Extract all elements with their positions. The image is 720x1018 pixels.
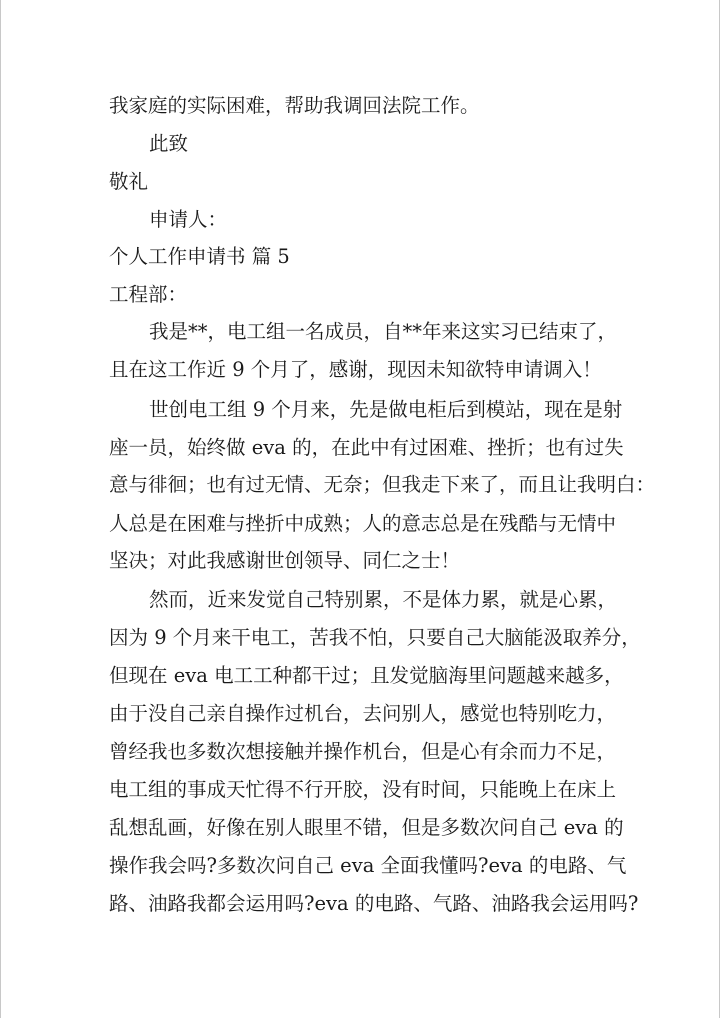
paragraph-line: 世创电工组 9 个月来，先是做电柜后到模站，现在是射 bbox=[149, 398, 623, 421]
closing-salutation: 此致 bbox=[149, 132, 189, 155]
section-heading: 个人工作申请书 篇 5 bbox=[109, 245, 290, 268]
paragraph-line: 然而，近来发觉自己特别累，不是体力累，就是心累， bbox=[149, 588, 618, 611]
paragraph-line: 座一员，始终做 eva 的，在此中有过困难、挫折；也有过失 bbox=[109, 436, 624, 459]
recipient-line: 工程部： bbox=[109, 283, 188, 306]
paragraph-line: 电工组的事成天忙得不行开胶，没有时间，只能晚上在床上 bbox=[109, 778, 617, 801]
paragraph-line: 路、油路我都会运用吗?eva 的电路、气路、油路我会运用吗? bbox=[109, 892, 639, 915]
paragraph-line: 由于没自己亲自操作过机台，去问别人，感觉也特别吃力， bbox=[109, 702, 617, 725]
paragraph-line: 且在这工作近 9 个月了，感谢，现因未知欲特申请调入！ bbox=[109, 358, 602, 381]
paragraph-line: 坚决；对此我感谢世创领导、同仁之士！ bbox=[109, 549, 461, 572]
closing-regards: 敬礼 bbox=[109, 170, 149, 193]
paragraph-line: 我是**，电工组一名成员，自**年来这实习已结束了， bbox=[149, 320, 618, 343]
text-line: 我家庭的实际困难，帮助我调回法院工作。 bbox=[109, 94, 480, 117]
paragraph-line: 操作我会吗?多数次问自己 eva 全面我懂吗?eva 的电路、气 bbox=[109, 854, 627, 877]
paragraph-line: 曾经我也多数次想接触并操作机台，但是心有余而力不足， bbox=[109, 740, 617, 763]
applicant-signature: 申请人： bbox=[149, 208, 228, 231]
paragraph-line: 意与徘徊；也有过无情、无奈；但我走下来了，而且让我明白： bbox=[109, 473, 656, 496]
paragraph-line: 但现在 eva 电工工种都干过；且发觉脑海里问题越来越多， bbox=[109, 664, 624, 687]
paragraph-line: 因为 9 个月来干电工，苦我不怕，只要自己大脑能汲取养分， bbox=[109, 626, 641, 649]
paragraph-line: 乱想乱画，好像在别人眼里不错，但是多数次问自己 eva 的 bbox=[109, 816, 624, 839]
paragraph-line: 人总是在困难与挫折中成熟；人的意志总是在残酷与无情中 bbox=[109, 512, 617, 535]
